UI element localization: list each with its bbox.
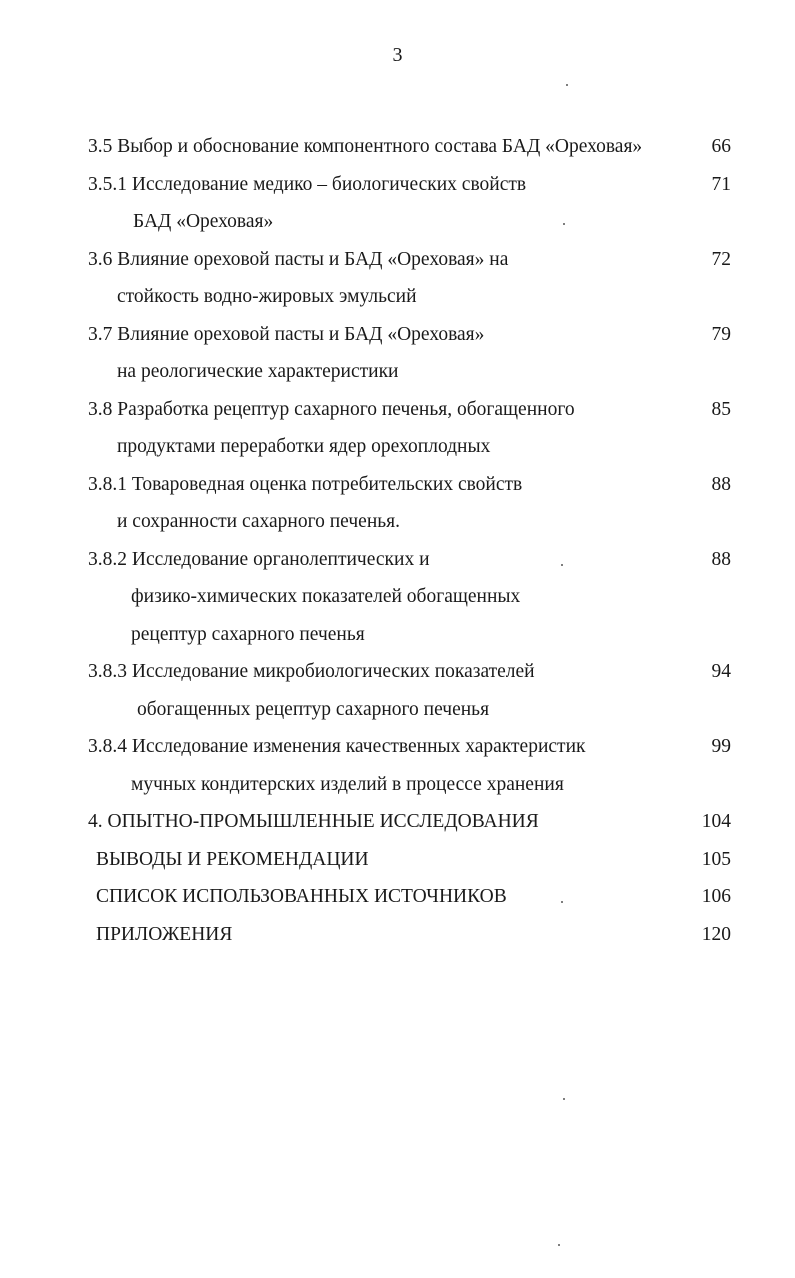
toc-entry-3-8-3 [0,653,795,728]
toc-entry-3-8-1 [0,466,795,541]
toc-entry-title: 3.8 Разработка рецептур сахарного печенья, обогащенного [88,398,575,420]
toc-entry-conclusions [0,841,795,879]
toc-entry-3-8-2 [0,541,795,654]
scan-speck [566,84,568,86]
toc-entry-title-continued: физико-химических показателей обогащенных [131,586,521,607]
toc-entry-3-8 [0,391,795,466]
table-of-contents [0,128,795,953]
toc-entry-page: 105 [701,848,731,870]
toc-entry-page: 94 [711,661,731,682]
scan-speck [558,1244,560,1246]
toc-entry-title: 3.8.1 Товароведная оценка потребительских свойств [88,473,523,495]
page-number: 3 [392,44,403,66]
toc-entry-page: 88 [711,548,731,570]
toc-entry-3-5-1 [0,166,795,241]
toc-entry-title-continued: мучных кондитерских изделий в процессе хранения [131,773,564,795]
toc-entry-title: 3.8.3 Исследование микробиологических показателей [88,661,535,682]
toc-entry-title-continued: и сохранности сахарного печенья. [117,511,400,532]
toc-entry-3-7 [0,316,795,391]
scan-speck [563,1098,565,1100]
toc-entry-4 [0,803,795,841]
toc-entry-title: 3.8.4 Исследование изменения качественных характеристик [88,736,586,757]
toc-entry-page: 104 [701,811,731,832]
scan-speck [563,223,565,225]
toc-entry-title-continued: стойкость водно-жировых эмульсий [117,286,417,307]
toc-entry-3-5 [0,128,795,166]
toc-entry-page: 71 [711,173,731,195]
toc-entry-title: 4. ОПЫТНО-ПРОМЫШЛЕННЫЕ ИССЛЕДОВАНИЯ [88,811,539,832]
toc-entry-title: 3.5 Выбор и обоснование компонентного состава БАД «Ореховая» [88,136,643,157]
toc-entry-title-continued: рецептур сахарного печенья [131,623,365,645]
toc-entry-page: 99 [711,736,731,757]
toc-entry-page: 106 [701,886,731,907]
toc-entry-title: СПИСОК ИСПОЛЬЗОВАННЫХ ИСТОЧНИКОВ [96,886,507,907]
toc-entry-title: ПРИЛОЖЕНИЯ [96,923,233,945]
toc-entry-page: 72 [711,248,731,270]
toc-entry-page: 85 [711,398,731,420]
toc-entry-3-6 [0,241,795,316]
toc-entry-appendices [0,916,795,954]
toc-entry-title-continued: продуктами переработки ядер орехоплодных [117,436,491,457]
toc-entry-page: 120 [701,923,731,945]
toc-entry-title-continued: обогащенных рецептур сахарного печенья [137,698,490,720]
toc-entry-title: 3.6 Влияние ореховой пасты и БАД «Ореховая» на [88,248,509,270]
toc-entry-title: 3.8.2 Исследование органолептических и [88,548,430,570]
scan-speck [561,564,563,566]
toc-entry-title-continued: на реологические характеристики [117,361,399,382]
toc-entry-3-8-4 [0,728,795,803]
toc-entry-title-continued: БАД «Ореховая» [133,211,274,232]
toc-entry-title: ВЫВОДЫ И РЕКОМЕНДАЦИИ [96,848,369,870]
scan-speck [561,901,563,903]
toc-entry-page: 88 [711,473,731,495]
toc-entry-title: 3.7 Влияние ореховой пасты и БАД «Ореховая» [88,323,485,345]
toc-entry-title: 3.5.1 Исследование медико – биологических свойств [88,173,527,195]
toc-entry-references [0,878,795,916]
toc-entry-page: 66 [711,136,731,157]
toc-entry-page: 79 [711,323,731,345]
